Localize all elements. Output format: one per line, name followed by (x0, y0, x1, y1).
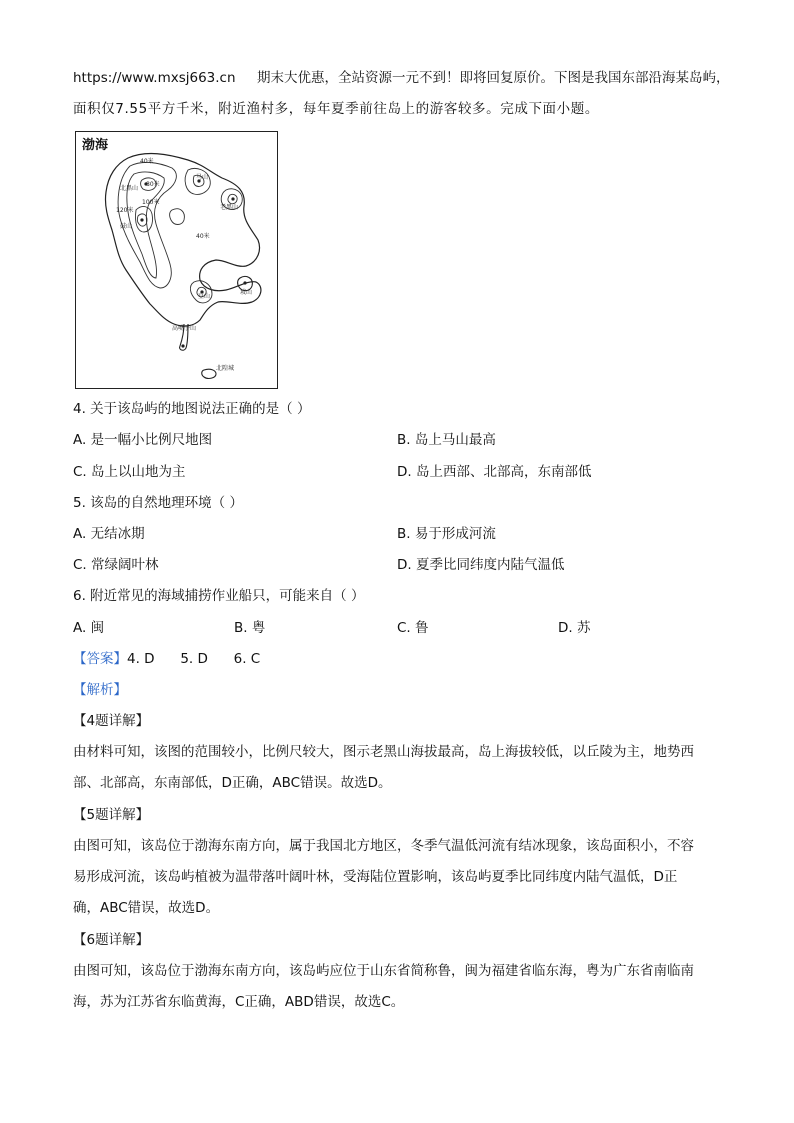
peak-label: 豆山 (198, 293, 211, 300)
peak-marker (140, 218, 143, 221)
peak-marker (243, 281, 246, 284)
question-5-option-a: A. 无结冰期 (73, 526, 145, 542)
question-5-option-b: B. 易于形成河流 (397, 526, 496, 542)
header-line-1 (73, 68, 730, 88)
answer-values: 4. D 5. D 6. C (127, 651, 261, 667)
intro-text: 下图是我国东部沿海某岛屿， (554, 70, 730, 86)
header-line-2: 面积仅7.55平方千米，附近渔村多，每年夏季前往岛上的游客较多。完成下面小题。 (73, 101, 599, 117)
contour-line (135, 207, 152, 232)
peak-label: 马山 (196, 174, 209, 181)
island-map (75, 131, 278, 389)
coastline (105, 154, 260, 327)
peak-label: 北黑山 (120, 185, 139, 192)
detail-4-line-1: 由材料可知，该图的范围较小，比例尺较大，图示老黑山海拔最高，岛上海拔较低，以丘陵为主，地势西 (73, 744, 694, 760)
question-4-stem: 4. 关于该岛屿的地图说法正确的是（ ） (73, 401, 311, 417)
question-6-option-d: D. 苏 (558, 620, 591, 636)
question-5-option-c: C. 常绿阔叶林 (73, 557, 159, 573)
island-map-drawing (76, 132, 279, 390)
peak-marker (231, 197, 234, 200)
question-4-option-b: B. 岛上马山最高 (397, 432, 496, 448)
question-6-option-c: C. 鲁 (397, 620, 429, 636)
detail-4-line-2: 部、北部高，东南部低，D正确，ABC错误。故选D。 (73, 775, 392, 791)
peak-label: 高嘴子山 (172, 325, 197, 332)
question-4-option-c: C. 岛上以山地为主 (73, 464, 186, 480)
detail-5-line-2: 易形成河流，该岛屿植被为温带落叶阔叶林，受海陆位置影响，该岛屿夏季比同纬度内陆气温低，D正 (73, 869, 678, 885)
islet (202, 369, 216, 378)
sea-label: 渤海 (82, 138, 109, 153)
question-6-stem: 6. 附近常见的海域捕捞作业船只，可能来自（ ） (73, 588, 365, 604)
detail-5-line-3: 确，ABC错误，故选D。 (73, 900, 220, 916)
question-5-stem: 5. 该岛的自然地理环境（ ） (73, 495, 243, 511)
peak-marker (181, 344, 184, 347)
contour-label: 100米 (142, 199, 160, 206)
question-4-option-a: A. 是一幅小比例尺地图 (73, 432, 213, 448)
detail-6-line-1: 由图可知，该岛位于渤海东南方向，该岛屿应位于山东省简称鲁，闽为福建省临东海，粤为广东省南临南 (73, 963, 694, 979)
question-6-option-a: A. 闽 (73, 620, 105, 636)
question-6-option-b: B. 粤 (234, 620, 266, 636)
peak-label: 鼓山 (120, 223, 133, 230)
question-5-option-d: D. 夏季比同纬度内陆气温低 (397, 557, 565, 573)
question-4-option-d: D. 岛上西部、北部高，东南部低 (397, 464, 592, 480)
peak-label: 坡山 (240, 289, 253, 296)
contour-label: 80米 (146, 181, 160, 188)
answer-label: 【答案】 (73, 651, 127, 667)
detail-5-line-1: 由图可知，该岛位于渤海东南方向，属于我国北方地区，冬季气温低河流有结冰现象，该岛面积小，不容 (73, 838, 694, 854)
source-url[interactable]: https://www.mxsj663.cn (73, 70, 236, 86)
detail-6-line-2: 海，苏为江苏省东临黄海，C正确，ABD错误，故选C。 (73, 994, 405, 1010)
contour-label: 120米 (116, 207, 134, 214)
contour-line (170, 209, 185, 225)
peak-label: 老黑山 (220, 204, 239, 211)
detail-5-title: 【5题详解】 (73, 807, 150, 823)
peak-label: 北隍城 (216, 365, 235, 372)
analysis-label: 【解析】 (73, 682, 127, 698)
promo-text: 期末大优惠，全站资源一元不到！即将回复原价。 (257, 70, 554, 86)
contour-label: 40米 (140, 158, 154, 165)
contour-label: 40米 (196, 233, 210, 240)
answer-line (73, 649, 260, 669)
detail-6-title: 【6题详解】 (73, 932, 150, 948)
detail-4-title: 【4题详解】 (73, 713, 150, 729)
